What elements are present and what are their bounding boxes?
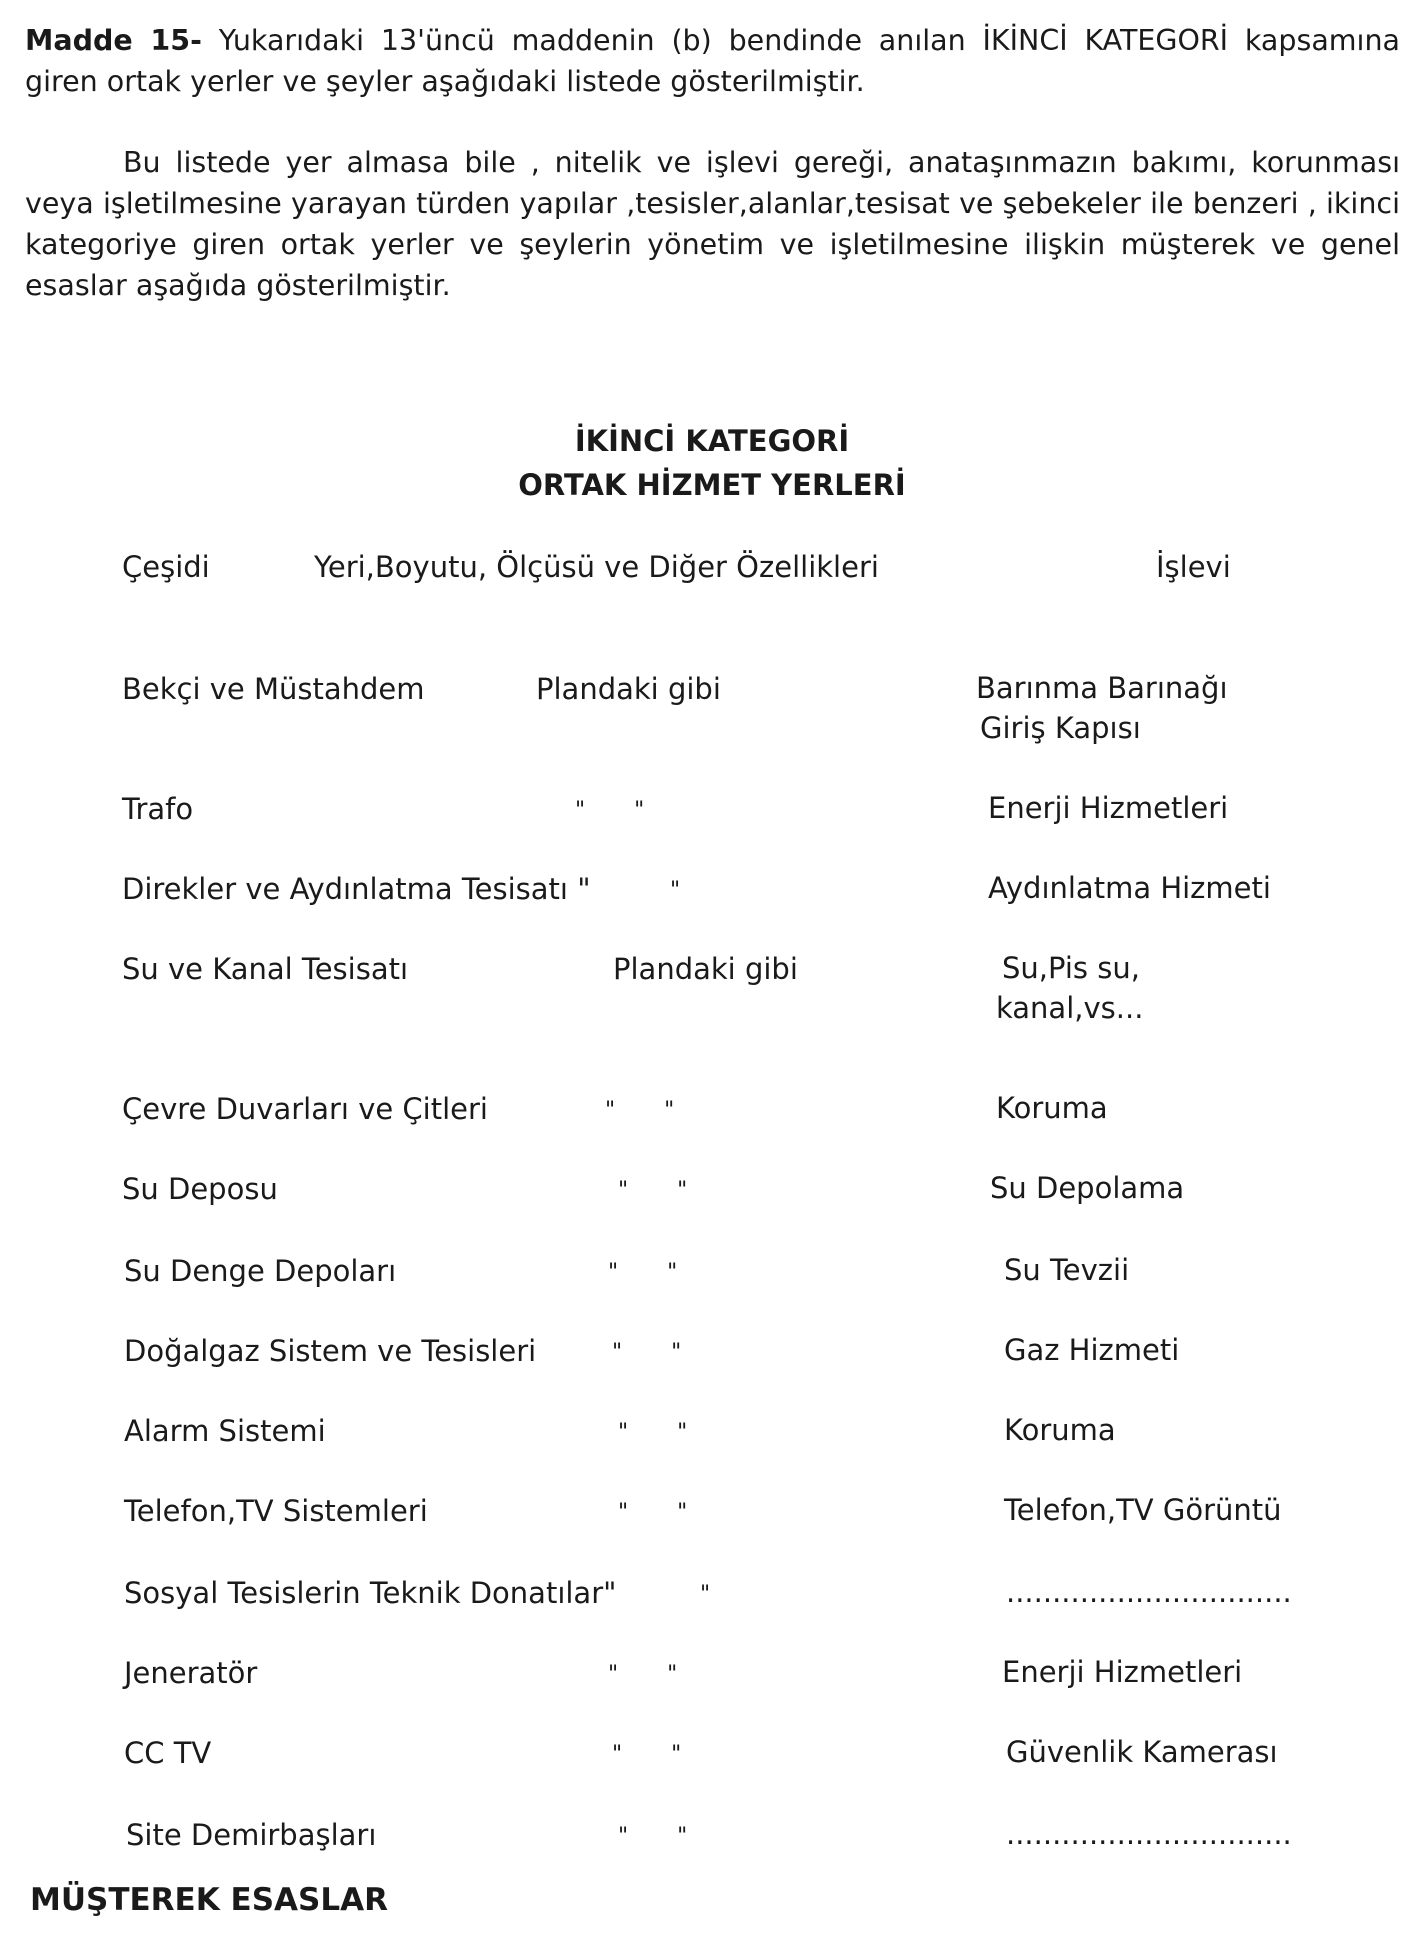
common-principles-heading: MÜŞTEREK ESASLAR (30, 1882, 388, 1918)
row-location: " " (618, 1420, 688, 1445)
intro-paragraph-2: Bu listede yer almasa bile , nitelik ve işlevi gereği, anataşınmazın bakımı, korunması veya işletilmesine yarayan türden yapılar ,tesisler,alanlar,tesisat ve şebekeler ile benzeri , ikinci kategoriye giren ortak yerler ve şeylerin yönetim ve işletilmesine ilişkin müşterek ve genel esaslar aşağıda gösterilmiştir. (25, 146, 1400, 302)
row-function-line: Su,Pis su, (1002, 951, 1140, 985)
row-location: " " (612, 1742, 682, 1767)
row-type: Alarm Sistemi (124, 1414, 326, 1448)
row-function-line: Su Tevzii (1004, 1253, 1130, 1287)
row-location: " " (608, 1662, 678, 1687)
category-subheading: ORTAK HİZMET YERLERİ (518, 468, 906, 502)
row-function-line: Telefon,TV Görüntü (1004, 1493, 1282, 1527)
row-function (1004, 1250, 1129, 1290)
row-location: Plandaki gibi (613, 952, 798, 986)
row-function-line: Koruma (1004, 1413, 1116, 1447)
row-function (1006, 1572, 1292, 1612)
row-type: Doğalgaz Sistem ve Tesisleri (124, 1334, 537, 1368)
article-text: Yukarıdaki 13'üncü maddenin (b) bendinde anılan İKİNCİ KATEGORİ kapsamına giren ortak yerler ve şeyler aşağıdaki listede gösterilmiştir. (25, 24, 1400, 98)
row-location: " " (605, 1098, 675, 1123)
row-function (990, 1168, 1184, 1208)
row-function (1006, 1732, 1278, 1772)
row-location: Plandaki gibi (536, 672, 721, 706)
row-type: Trafo (122, 792, 194, 826)
row-function-line: Giriş Kapısı (980, 711, 1141, 745)
row-location: " " (618, 1824, 688, 1849)
row-function-line: Su Depolama (990, 1171, 1185, 1205)
row-location: " (700, 1582, 711, 1607)
row-location: " " (618, 1500, 688, 1525)
article-15-paragraph (25, 20, 1400, 102)
row-type: Çevre Duvarları ve Çitleri (122, 1092, 488, 1126)
row-function (1004, 1330, 1179, 1370)
row-location: " (670, 878, 681, 903)
row-type: CC TV (124, 1736, 212, 1770)
row-function-line: ............................... (1006, 1575, 1292, 1609)
row-type: Su Deposu (122, 1172, 278, 1206)
row-location: " " (608, 1260, 678, 1285)
row-type: Direkler ve Aydınlatma Tesisatı " (122, 872, 591, 906)
row-function-line: Enerji Hizmetleri (988, 791, 1229, 825)
row-function-line: Güvenlik Kamerası (1006, 1735, 1278, 1769)
column-header-location: Yeri,Boyutu, Ölçüsü ve Diğer Özellikleri (314, 550, 879, 584)
row-type: Jeneratör (124, 1656, 258, 1690)
article-label: Madde 15- (25, 24, 202, 57)
row-function-line: kanal,vs... (996, 991, 1144, 1025)
row-type: Su ve Kanal Tesisatı (122, 952, 409, 986)
row-function (1006, 1814, 1292, 1854)
row-location: " " (618, 1178, 688, 1203)
row-function (1004, 1410, 1116, 1450)
row-function (996, 948, 1144, 1028)
row-function (1004, 1490, 1282, 1530)
row-type: Telefon,TV Sistemleri (124, 1494, 428, 1528)
row-function (1002, 1652, 1242, 1692)
row-function-line: ............................... (1006, 1817, 1292, 1851)
row-function (996, 1088, 1108, 1128)
row-function-line: Koruma (996, 1091, 1108, 1125)
row-function-line: Gaz Hizmeti (1004, 1333, 1180, 1367)
row-function (988, 868, 1271, 908)
column-header-function: İşlevi (1156, 550, 1231, 584)
row-function (988, 788, 1228, 828)
row-location: " " (612, 1340, 682, 1365)
row-type: Su Denge Depoları (124, 1254, 397, 1288)
category-heading: İKİNCİ KATEGORİ (574, 424, 850, 458)
row-type: Sosyal Tesislerin Teknik Donatılar" (124, 1576, 617, 1610)
row-location: " " (575, 798, 645, 823)
row-function-line: Barınma Barınağı (976, 671, 1228, 705)
row-type: Bekçi ve Müstahdem (122, 672, 425, 706)
row-function (976, 668, 1228, 748)
column-header-type: Çeşidi (122, 550, 210, 584)
row-function-line: Enerji Hizmetleri (1002, 1655, 1243, 1689)
row-function-line: Aydınlatma Hizmeti (988, 871, 1271, 905)
row-type: Site Demirbaşları (126, 1818, 377, 1852)
